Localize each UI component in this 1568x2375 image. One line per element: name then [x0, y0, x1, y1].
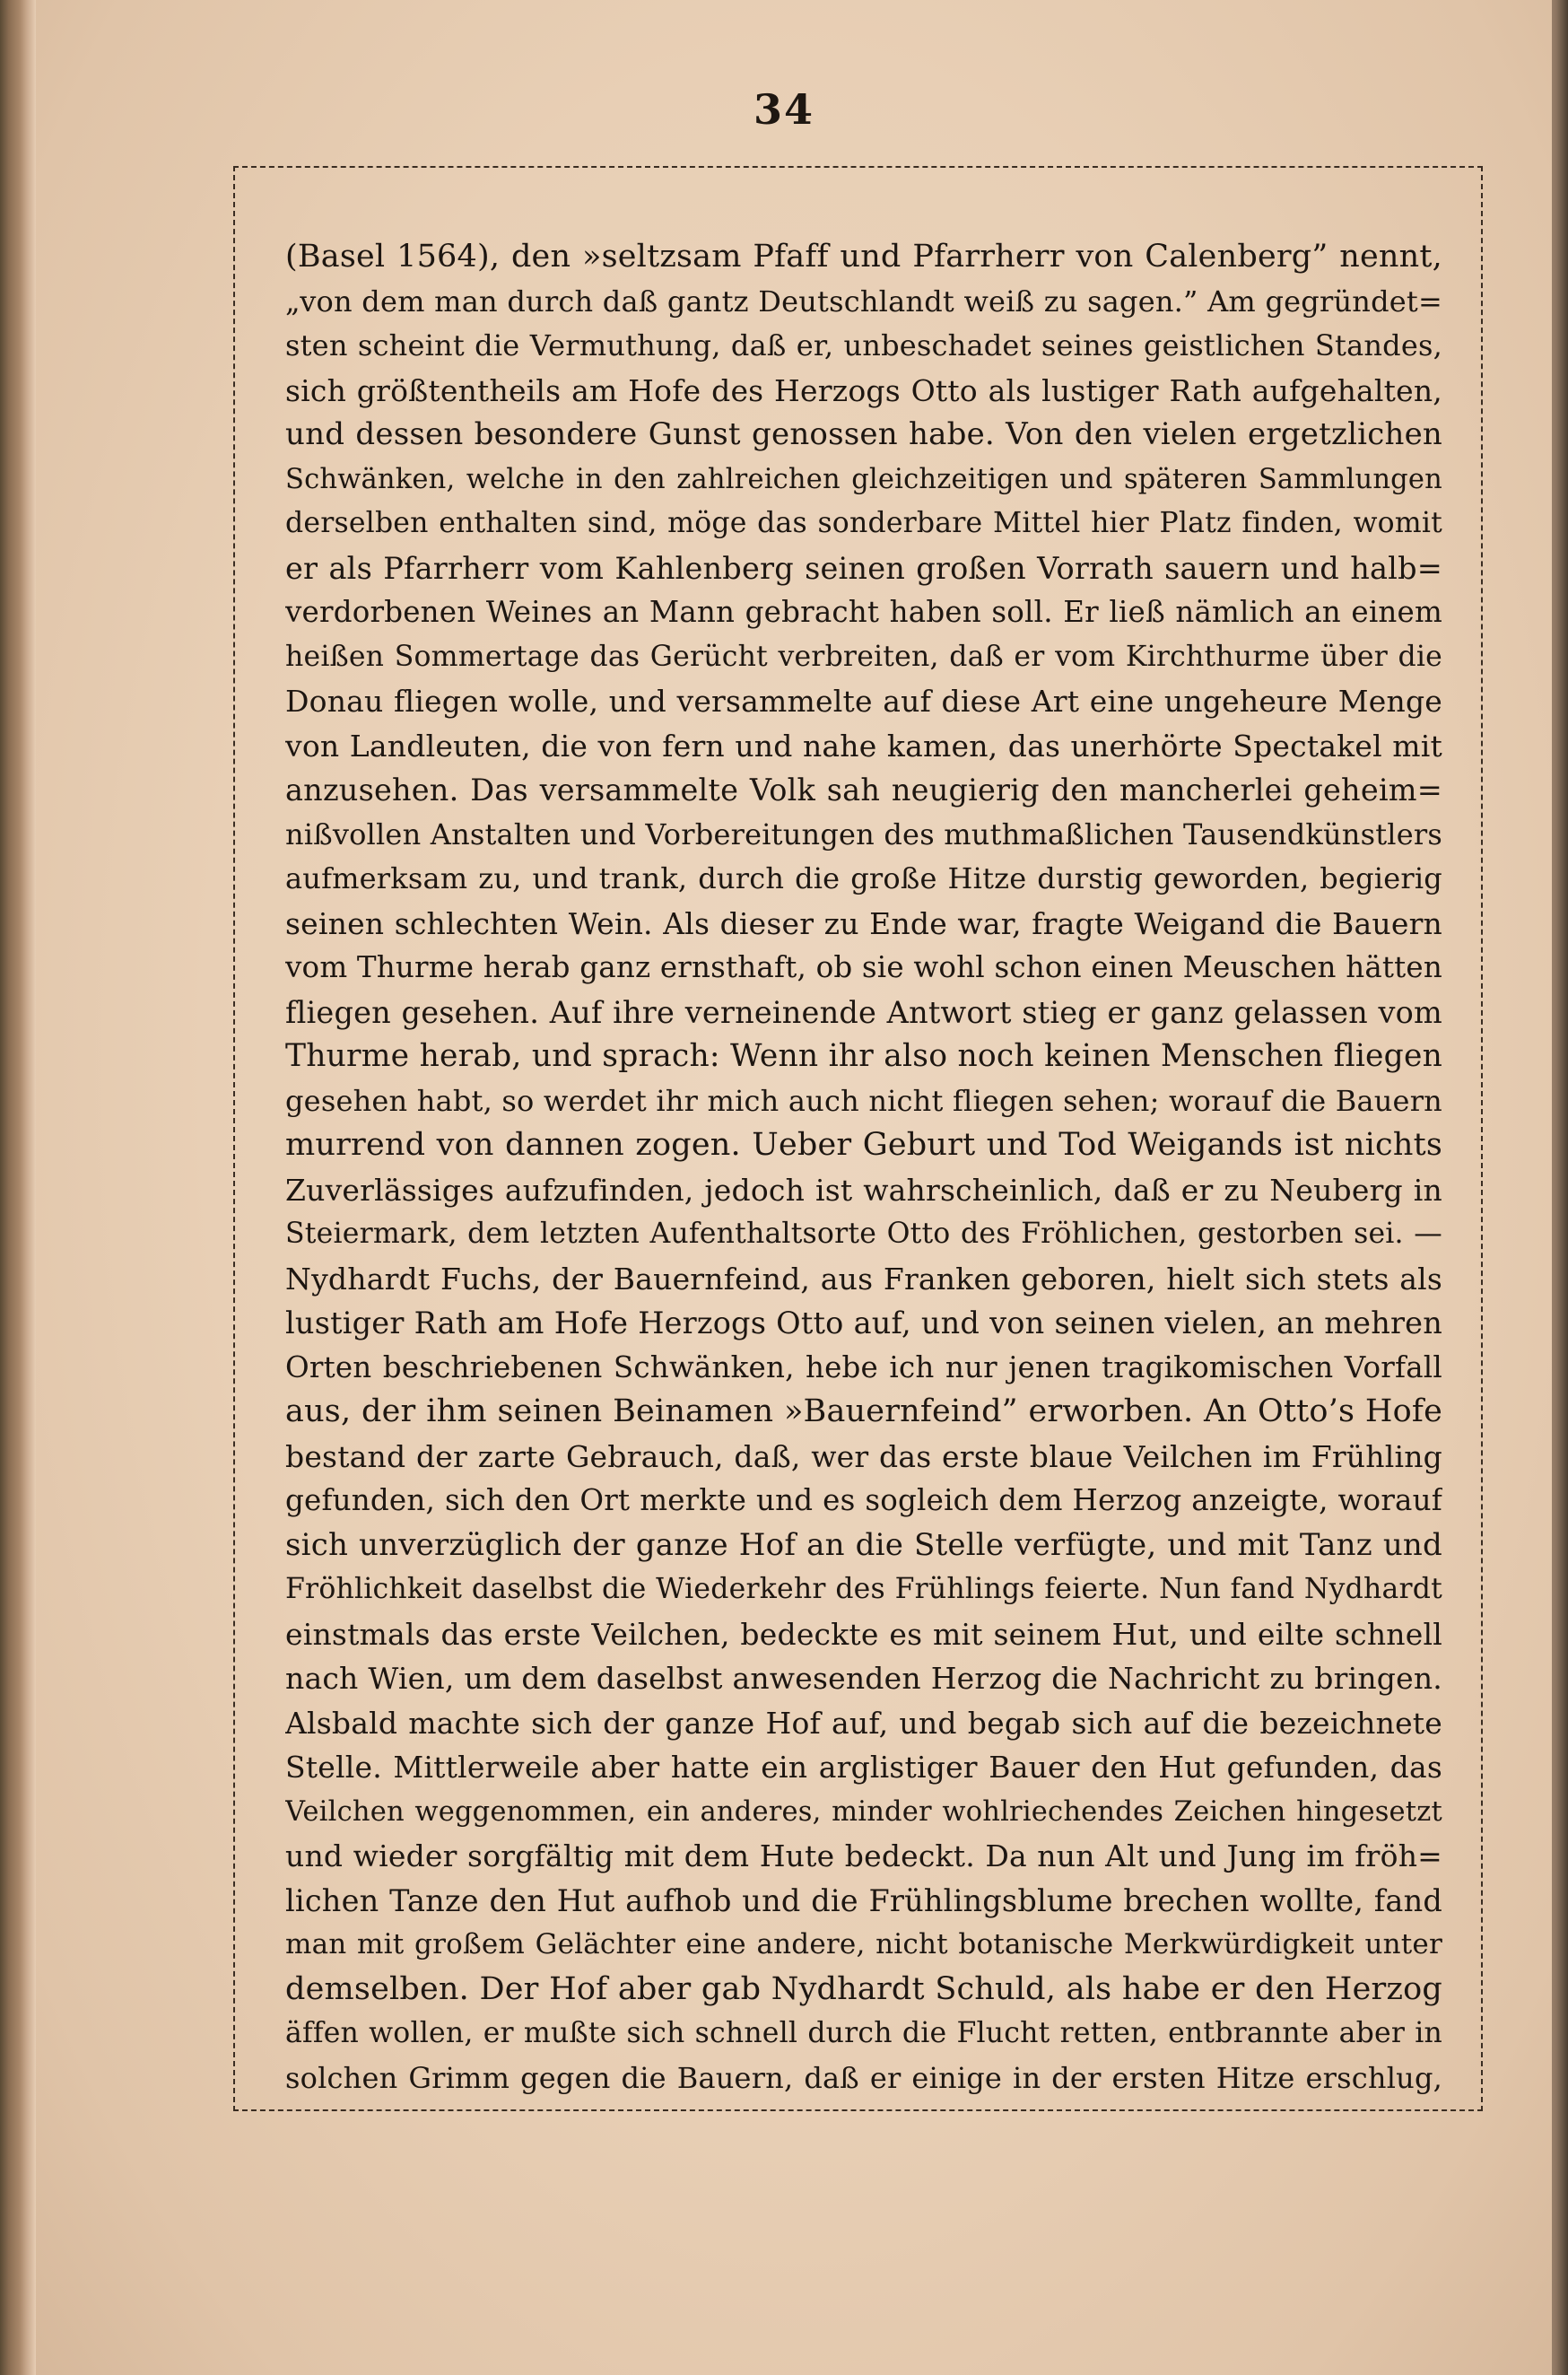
text-line: Zuverlässiges aufzufinden, jedoch ist wahrscheinlich, daß er zu Neuberg in	[285, 1172, 1442, 1208]
text-line: sich größtentheils am Hofe des Herzogs Otto als lustiger Rath aufgehalten,	[285, 372, 1442, 408]
text-line: fliegen gesehen. Auf ihre verneinende Antwort stieg er ganz gelassen vom	[285, 994, 1442, 1030]
text-line: verdorbenen Weines an Mann gebracht haben soll. Er ließ nämlich an einem	[285, 595, 1442, 629]
text-line: nach Wien, um dem daselbst anwesenden Herzog die Nachricht zu bringen.	[285, 1661, 1442, 1696]
text-line: (Basel 1564), den »seltzsam Pfaff und Pfarrherr von Calenberg” nennt,	[285, 239, 1442, 275]
body-text	[285, 235, 1442, 2100]
text-line: aus, der ihm seinen Beinamen »Bauernfeind” erworben. An Otto’s Hofe	[285, 1393, 1442, 1429]
text-line: lustiger Rath am Hofe Herzogs Otto auf, und von seinen vielen, an mehren	[285, 1305, 1442, 1340]
text-line: Nydhardt Fuchs, der Bauernfeind, aus Franken geboren, hielt sich stets als	[285, 1261, 1442, 1297]
text-line: Steiermark, dem letzten Aufenthaltsorte Otto des Fröhlichen, gestorben sei. —	[285, 1218, 1442, 1250]
text-line: Veilchen weggenommen, ein anderes, minder wohlriechendes Zeichen hingesetzt	[285, 1795, 1442, 1828]
text-line: man mit großem Gelächter eine andere, nicht botanische Merkwürdigkeit unter	[285, 1928, 1442, 1960]
text-line: nißvollen Anstalten und Vorbereitungen des muthmaßlichen Tausendkünstlers	[285, 816, 1442, 851]
text-line: solchen Grimm gegen die Bauern, daß er einige in der ersten Hitze erschlug,	[285, 2060, 1442, 2095]
text-line: Orten beschriebenen Schwänken, hebe ich nur jenen tragikomischen Vorfall	[285, 1349, 1442, 1384]
text-line: gefunden, sich den Ort merkte und es sogleich dem Herzog anzeigte, worauf	[285, 1483, 1442, 1517]
text-line: äffen wollen, er mußte sich schnell durch die Flucht retten, entbrannte aber in	[285, 2017, 1442, 2049]
text-line: Thurme herab, und sprach: Wenn ihr also noch keinen Menschen fliegen	[285, 1038, 1442, 1074]
text-line: seinen schlechten Wein. Als dieser zu Ende war, fragte Weigand die Bauern	[285, 905, 1442, 941]
text-line: heißen Sommertage das Gerücht verbreiten, daß er vom Kirchthurme über die	[285, 640, 1442, 673]
text-line: einstmals das erste Veilchen, bedeckte es mit seinem Hut, und eilte schnell	[285, 1616, 1442, 1652]
text-line: er als Pfarrherr vom Kahlenberg seinen großen Vorrath sauern und halb=	[285, 550, 1442, 586]
text-line: demselben. Der Hof aber gab Nydhardt Schuld, als habe er den Herzog	[285, 1970, 1442, 2007]
text-line: gesehen habt, so werdet ihr mich auch nicht fliegen sehen; worauf die Bauern	[285, 1083, 1442, 1118]
text-line: anzusehen. Das versammelte Volk sah neugierig den mancherlei geheim=	[285, 773, 1442, 808]
text-line: sten scheint die Vermuthung, daß er, unbeschadet seines geistlichen Standes,	[285, 328, 1442, 362]
text-line: bestand der zarte Gebrauch, daß, wer das erste blaue Veilchen im Frühling	[285, 1438, 1442, 1474]
text-line: und dessen besondere Gunst genossen habe. Von den vielen ergetzlichen	[285, 416, 1442, 452]
text-line: derselben enthalten sind, möge das sonderbare Mittel hier Platz finden, womit	[285, 507, 1442, 539]
text-line: sich unverzüglich der ganze Hof an die Stelle verfügte, und mit Tanz und	[285, 1526, 1442, 1563]
text-line: Alsbald machte sich der ganze Hof auf, und begab sich auf die bezeichnete	[285, 1705, 1442, 1741]
text-line: lichen Tanze den Hut aufhob und die Frühlingsblume brechen wollte, fand	[285, 1882, 1442, 1918]
text-line: vom Thurme herab ganz ernsthaft, ob sie wohl schon einen Meuschen hätten	[285, 950, 1442, 984]
page-number: 34	[753, 85, 814, 134]
text-line: Stelle. Mittlerweile aber hatte ein arglistiger Bauer den Hut gefunden, das	[285, 1750, 1442, 1785]
text-line: Donau fliegen wolle, und versammelte auf diese Art eine ungeheure Menge	[285, 684, 1442, 719]
text-line: aufmerksam zu, und trank, durch die große Hitze durstig geworden, begierig	[285, 861, 1442, 895]
text-line: „von dem man durch daß gantz Deutschlandt weiß zu sagen.” Am gegründet=	[285, 284, 1442, 319]
text-line: murrend von dannen zogen. Ueber Geburt und Tod Weigands ist nichts	[285, 1127, 1442, 1163]
text-line: und wieder sorgfältig mit dem Hute bedeckt. Da nun Alt und Jung im fröh=	[285, 1838, 1442, 1873]
text-line: Fröhlichkeit daselbst die Wiederkehr des Frühlings feierte. Nun fand Nydhardt	[285, 1573, 1442, 1605]
text-line: von Landleuten, die von fern und nahe kamen, das unerhörte Spectakel mit	[285, 728, 1442, 764]
text-line: Schwänken, welche in den zahlreichen gleichzeitigen und späteren Sammlungen	[285, 463, 1442, 495]
